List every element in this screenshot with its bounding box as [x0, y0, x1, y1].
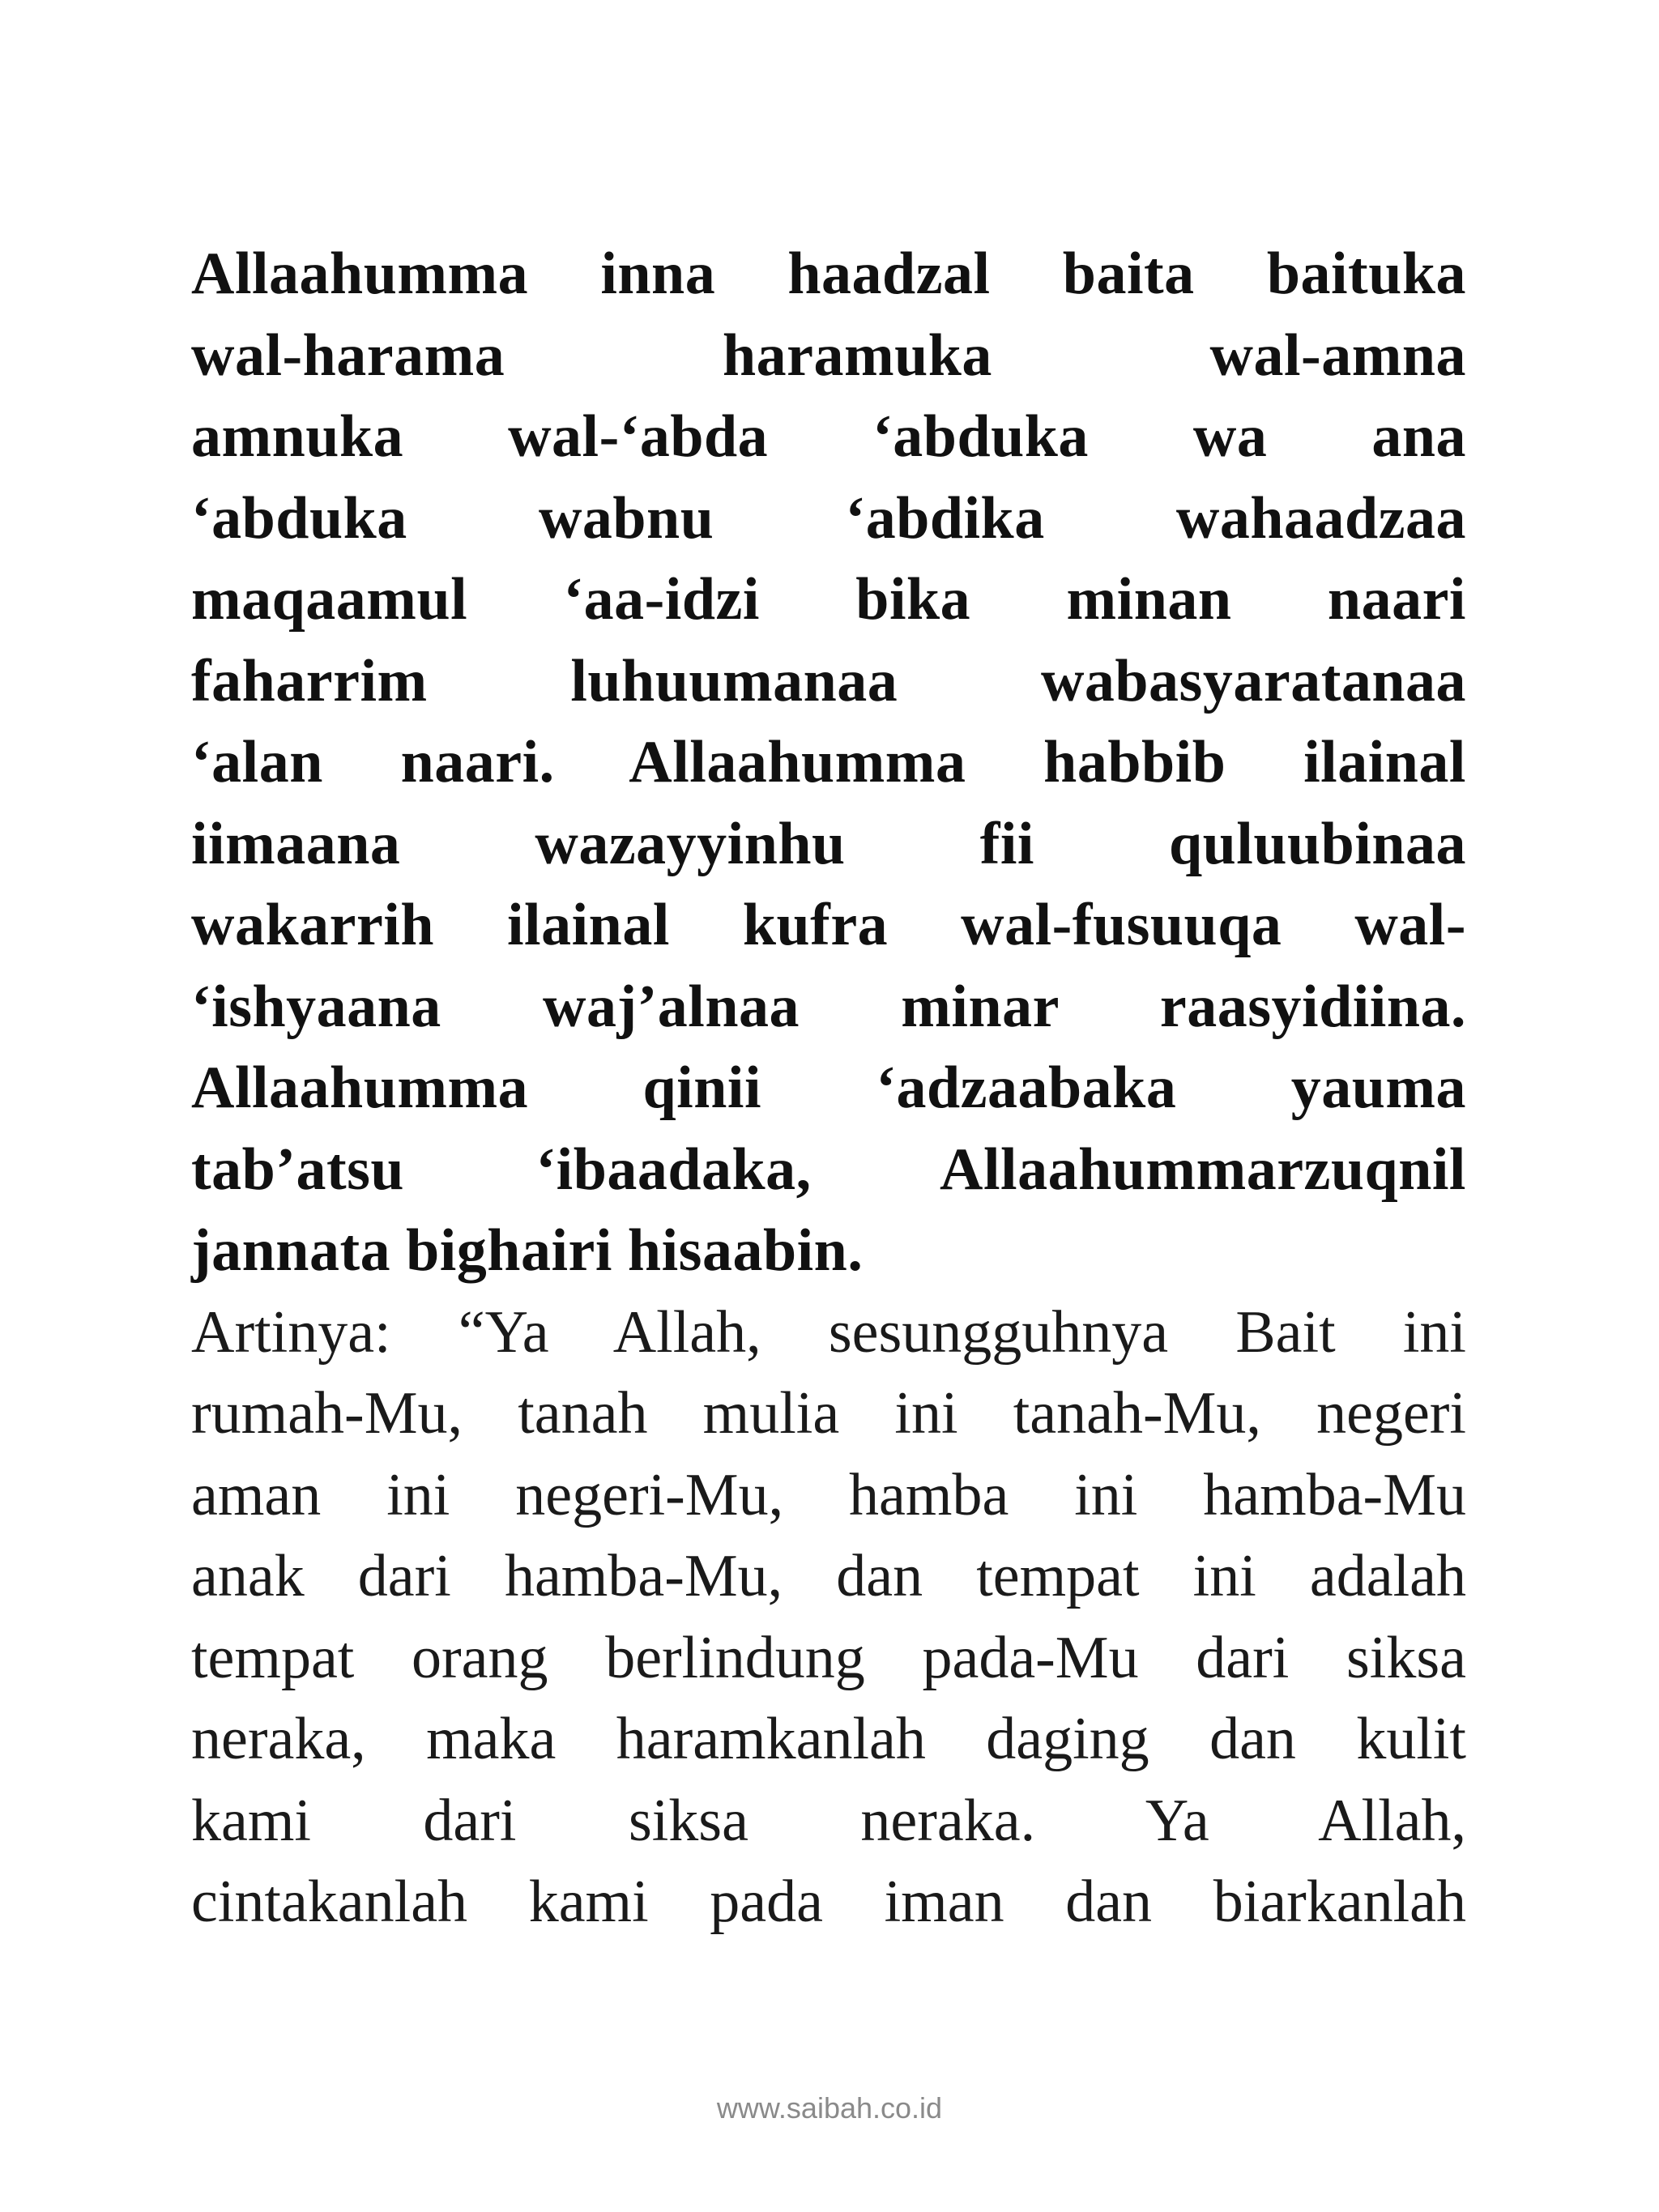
doa-line: wakarrih ilainal kufra wal-fusuuqa wal- [191, 892, 1466, 958]
doa-line: maqaamul ‘aa-idzi bika minan naari [191, 566, 1466, 633]
translation-line: kami dari siksa neraka. Ya Allah, [191, 1787, 1466, 1854]
translation-line: neraka, maka haramkanlah daging dan kulit [191, 1706, 1466, 1772]
doa-line: wal-harama haramuka wal-amna [191, 322, 1466, 389]
doa-line: tab’atsu ‘ibaadaka, Allaahummarzuqnil [191, 1136, 1466, 1203]
translation-line: aman ini negeri-Mu, hamba ini hamba-Mu [191, 1461, 1466, 1528]
doa-line: ‘alan naari. Allaahumma habbib ilainal [191, 729, 1466, 795]
doa-line: iimaana wazayyinhu fii quluubinaa [191, 810, 1466, 877]
doa-line: amnuka wal-‘abda ‘abduka wa ana [191, 403, 1466, 470]
doa-line: Allaahumma inna haadzal baita baituka [191, 241, 1466, 307]
translation-line: anak dari hamba-Mu, dan tempat ini adalah [191, 1543, 1466, 1609]
doa-translation [191, 1292, 1466, 1943]
translation-line: Artinya: “Ya Allah, sesungguhnya Bait ini [191, 1298, 1466, 1366]
doa-line: ‘abduka wabnu ‘abdika wahaadzaa [191, 484, 1466, 552]
doa-line: ‘ishyaana waj’alnaa minar raasyidiina. [191, 973, 1466, 1040]
translation-line: tempat orang berlindung pada-Mu dari siksa [191, 1624, 1466, 1691]
translation-line: rumah-Mu, tanah mulia ini tanah-Mu, negeri [191, 1380, 1466, 1447]
doa-transliteration [191, 233, 1466, 1292]
doa-line: jannata bighairi hisaabin. [191, 1217, 864, 1284]
translation-line: cintakanlah kami pada iman dan biarkanlah [191, 1869, 1466, 1935]
document-body [191, 233, 1466, 1943]
footer-website: www.saibah.co.id [716, 2091, 943, 2125]
doa-line: Allaahumma qinii ‘adzaabaka yauma [191, 1055, 1466, 1121]
doa-line: faharrim luhuumanaa wabasyaratanaa [191, 647, 1466, 714]
